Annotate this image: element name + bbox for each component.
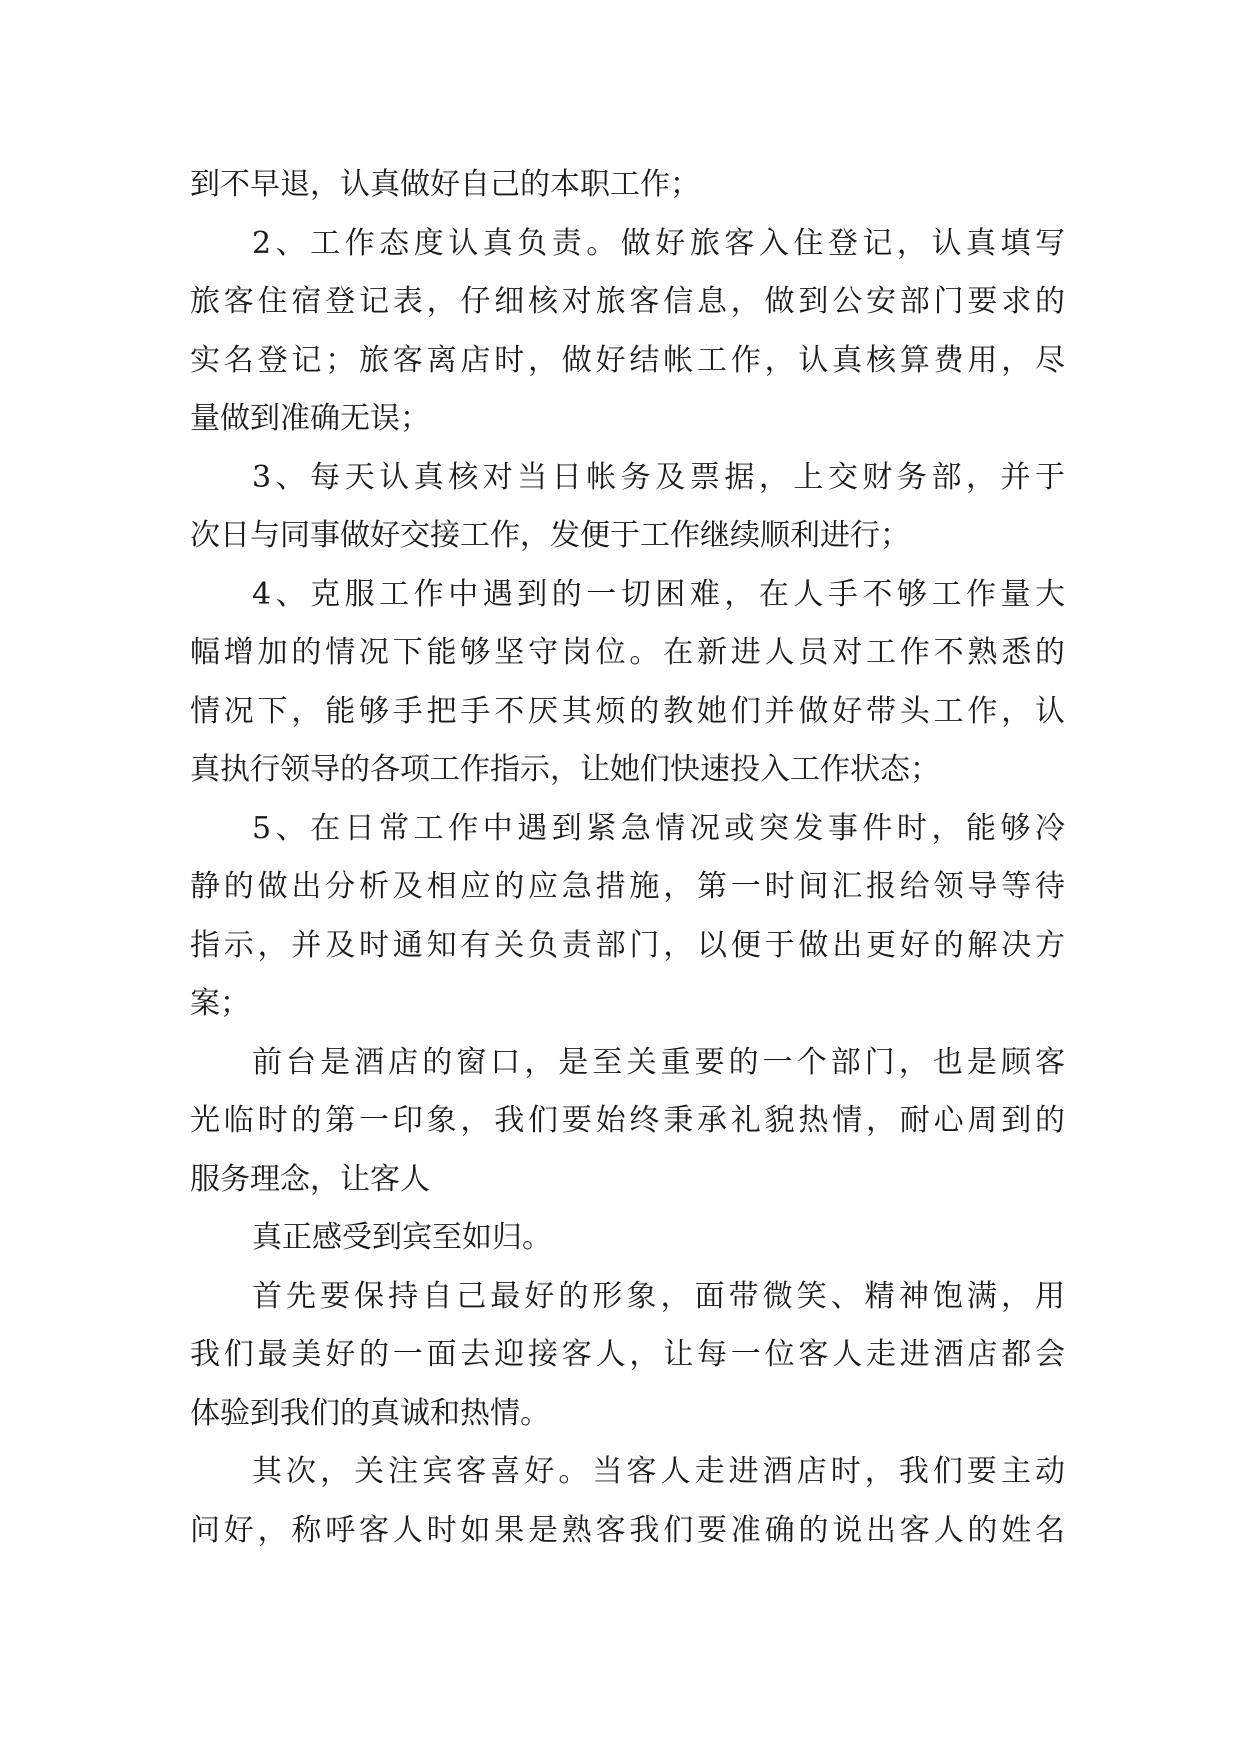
text-line: 指示，并及时通知有关负责部门，以便于做出更好的解决方 [190,927,1065,963]
text-line: 5、在日常工作中遇到紧急情况或突发事件时，能够冷 [252,810,1065,846]
text-line: 其次，关注宾客喜好。当客人走进酒店时，我们要主动 [252,1454,1065,1489]
text-line: 静的做出分析及相应的应急措施，第一时间汇报给领导等待 [190,869,1065,904]
text-line: 幅增加的情况下能够坚守岗位。在新进人员对工作不熟悉的 [190,635,1065,670]
text-line: 我们最美好的一面去迎接客人，让每一位客人走进酒店都会 [190,1337,1065,1372]
text-line: 4、克服工作中遇到的一切困难，在人手不够工作量大 [252,576,1065,612]
text-line: 前台是酒店的窗口，是至关重要的一个部门，也是顾客 [252,1044,1065,1080]
text-line: 旅客住宿登记表，仔细核对旅客信息，做到公安部门要求的 [190,284,1065,319]
text-line: 情况下，能够手把手不厌其烦的教她们并做好带头工作，认 [190,693,1065,729]
text-line: 光临时的第一印象，我们要始终秉承礼貌热情，耐心周到的 [190,1103,1065,1138]
text-line: 服务理念，让客人 [190,1161,430,1197]
text-line: 案； [190,986,250,1021]
text-line: 3、每天认真核对当日帐务及票据，上交财务部，并于 [252,459,1065,495]
body-text [190,156,1065,1560]
text-line: 真正感受到宾至如归。 [252,1220,552,1255]
text-line: 次日与同事做好交接工作，发便于工作继续顺利进行； [190,518,910,553]
text-line: 到不早退，认真做好自己的本职工作； [190,167,700,202]
text-line: 问好，称呼客人时如果是熟客我们要准确的说出客人的姓名 [190,1512,1065,1548]
text-line: 实名登记；旅客离店时，做好结帐工作，认真核算费用，尽 [190,342,1065,378]
text-line: 量做到准确无误； [190,401,430,436]
text-line: 体验到我们的真诚和热情。 [190,1395,550,1431]
text-line: 2、工作态度认真负责。做好旅客入住登记，认真填写 [252,225,1065,261]
text-line: 首先要保持自己最好的形象，面带微笑、精神饱满，用 [252,1278,1065,1314]
text-line: 真执行领导的各项工作指示，让她们快速投入工作状态； [190,752,940,787]
